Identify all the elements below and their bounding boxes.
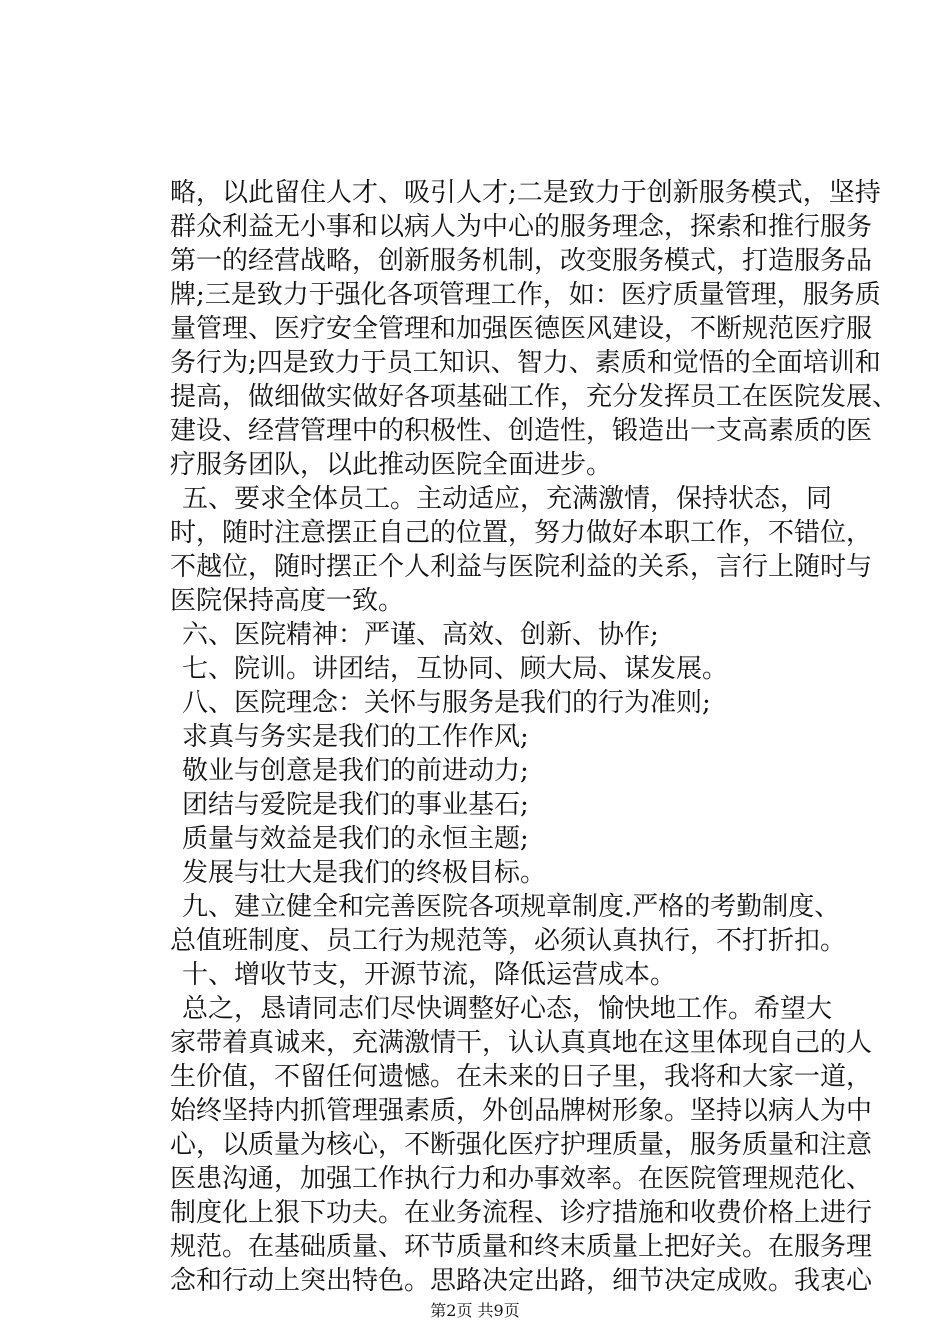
text-line: 始终坚持内抓管理强素质，外创品牌树形象。坚持以病人为中 (170, 1096, 873, 1126)
text-line: 发展与壮大是我们的终极目标。 (182, 858, 547, 888)
text-line: 量管理、医疗安全管理和加强医德医风建设，不断规范医疗服 (170, 314, 873, 344)
text-line: 务行为;四是致力于员工知识、智力、素质和觉悟的全面培训和 (170, 348, 881, 378)
text-line: 第一的经营战略，创新服务机制，改变服务模式，打造服务品 (170, 246, 873, 276)
text-line: 不越位，随时摆正个人利益与医院利益的关系，言行上随时与 (170, 552, 873, 582)
text-line: 制度化上狠下功夫。在业务流程、诊疗措施和收费价格上进行 (170, 1198, 873, 1228)
text-line: 十、增收节支，开源节流，降低运营成本。 (182, 960, 677, 990)
text-line: 家带着真诚来，充满激情干，认认真真地在这里体现自己的人 (170, 1028, 873, 1058)
text-line: 规范。在基础质量、环节质量和终末质量上把好关。在服务理 (170, 1232, 873, 1262)
text-line: 总之，恳请同志们尽快调整好心态，愉快地工作。希望大 (182, 994, 833, 1024)
text-line: 五、要求全体员工。主动适应，充满激情，保持状态，同 (182, 484, 833, 514)
page-footer (0, 1300, 950, 1322)
text-line: 心，以质量为核心，不断强化医疗护理质量，服务质量和注意 (170, 1130, 873, 1160)
text-line: 医院保持高度一致。 (170, 586, 405, 616)
text-line: 提高，做细做实做好各项基础工作，充分发挥员工在医院发展、 (170, 382, 899, 412)
text-line: 敬业与创意是我们的前进动力; (182, 756, 529, 786)
text-line: 念和行动上突出特色。思路决定出路，细节决定成败。我衷心 (170, 1266, 873, 1296)
text-line: 质量与效益是我们的永恒主题; (182, 824, 529, 854)
text-line: 建设、经营管理中的积极性、创造性，锻造出一支高素质的医 (170, 416, 873, 446)
text-line: 时，随时注意摆正自己的位置，努力做好本职工作，不错位， (170, 518, 873, 548)
text-line: 九、建立健全和完善医院各项规章制度.严格的考勤制度、 (182, 892, 841, 922)
text-line: 群众利益无小事和以病人为中心的服务理念，探索和推行服务 (170, 212, 873, 242)
text-line: 八、医院理念：关怀与服务是我们的行为准则; (182, 688, 711, 718)
text-line: 六、医院精神：严谨、高效、创新、协作; (182, 620, 659, 650)
text-line: 求真与务实是我们的工作作风; (182, 722, 529, 752)
text-line: 团结与爱院是我们的事业基石; (182, 790, 529, 820)
text-line: 牌;三是致力于强化各项管理工作，如：医疗质量管理，服务质 (170, 280, 881, 310)
text-line: 略，以此留住人才、吸引人才;二是致力于创新服务模式，坚持 (170, 178, 881, 208)
text-line: 医患沟通，加强工作执行力和办事效率。在医院管理规范化、 (170, 1164, 873, 1194)
text-line: 疗服务团队，以此推动医院全面进步。 (170, 450, 613, 480)
text-line: 七、院训。讲团结，互协同、顾大局、谋发展。 (182, 654, 729, 684)
text-line: 生价值，不留任何遗憾。在未来的日子里，我将和大家一道， (170, 1062, 873, 1092)
text-line: 总值班制度、员工行为规范等，必须认真执行，不打折扣。 (170, 926, 847, 956)
page-number-label: 第2页 共9页 (430, 1301, 520, 1320)
